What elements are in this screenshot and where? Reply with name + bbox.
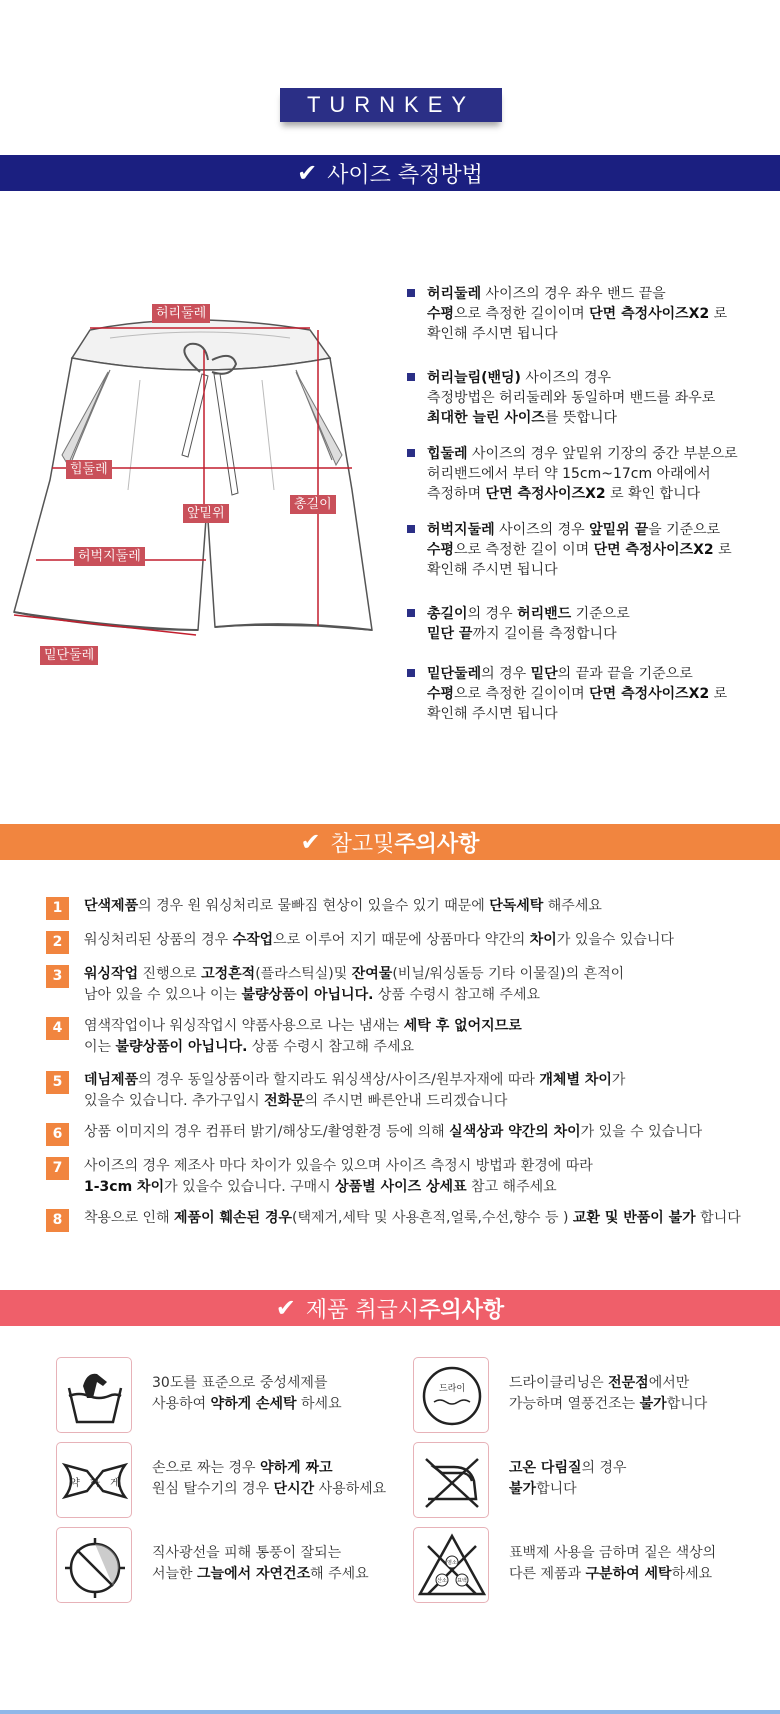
emphasis-text: 약하게 짜고 (260, 1460, 333, 1476)
emphasis-text: 힙둘레 (427, 446, 468, 462)
size-section-banner (0, 155, 780, 191)
body-text: 의 끝과 끝을 기준으로 (557, 666, 693, 682)
body-text: (택제거,세탁 및 사용흔적,얼룩,수선,향수 등 ) (292, 1210, 573, 1226)
body-text: 의 주시면 빠른안내 드리겠습니다 (304, 1093, 508, 1109)
body-text: 손으로 짜는 경우 (152, 1460, 261, 1476)
text-line (152, 1458, 402, 1479)
body-text: 원심 탈수기의 경우 (152, 1481, 274, 1497)
text-line (509, 1373, 759, 1394)
body-text: 다른 제품과 (509, 1566, 586, 1582)
body-text: 사이즈의 경우 앞밑위 기장의 중간 부분으로 (467, 446, 738, 462)
emphasis-text: 단면 측정사이즈X2 (589, 306, 710, 322)
text-line (427, 624, 630, 644)
text-line (427, 368, 715, 388)
notes-section-title-a: 참고및 (330, 831, 395, 857)
emphasis-text: 실색상과 약간의 차이 (449, 1124, 581, 1140)
body-text: 상품 수령시 참고해 주세요 (247, 1039, 414, 1055)
text-line (84, 1208, 780, 1229)
waist-label: 허리둘레 (152, 304, 210, 323)
body-text: 참고 해주세요 (466, 1179, 557, 1195)
size-item (405, 664, 727, 724)
body-text: 사이즈의 경우 (494, 522, 590, 538)
note-number-badge: 6 (46, 1123, 69, 1146)
notes-section-banner (0, 824, 780, 860)
text-line (427, 484, 738, 504)
body-text: (플라스틱실)및 (255, 966, 352, 982)
bullet-square-icon (407, 449, 415, 457)
body-text: 으로 측정한 길이이며 (454, 686, 590, 702)
emphasis-text: 불가 (509, 1481, 537, 1497)
body-text: 하세요 (671, 1566, 713, 1582)
care-item (56, 1527, 396, 1603)
body-text: 사이즈의 경우 (520, 370, 611, 386)
body-text: 의 경우 (481, 666, 531, 682)
body-text: 확인해 주시면 됩니다 (427, 706, 558, 722)
body-text: (비닐/워싱돌등 기타 이물질)의 흔적이 (392, 966, 625, 982)
care-text (509, 1458, 759, 1500)
emphasis-text: 그늘에서 자연건조 (197, 1566, 311, 1582)
size-item (405, 284, 727, 344)
rise-label: 앞밑위 (183, 504, 229, 523)
note-number-badge: 7 (46, 1157, 69, 1180)
emphasis-text: 최대한 늘린 사이즈 (427, 410, 545, 426)
text-line (427, 664, 727, 684)
text-line (84, 1037, 780, 1058)
note-text (84, 1122, 780, 1143)
body-text: 로 (709, 686, 728, 702)
text-line (427, 408, 715, 428)
body-text: 허리밴드에서 부터 약 15cm~17cm 아래에서 (427, 466, 711, 482)
note-text (84, 1156, 780, 1198)
emphasis-text: 데님제품 (84, 1072, 139, 1088)
text-line (152, 1543, 402, 1564)
body-text: 로 (709, 306, 728, 322)
body-text: 남아 있을 수 있으나 이는 (84, 987, 242, 1003)
emphasis-text: 고정흔적 (201, 966, 256, 982)
text-line (84, 1091, 780, 1112)
hem-label: 밑단둘레 (40, 646, 98, 665)
svg-text:드라이: 드라이 (438, 1384, 466, 1394)
text-line (427, 464, 738, 484)
care-item (413, 1442, 753, 1518)
text-line (152, 1394, 402, 1415)
note-text (84, 896, 780, 917)
body-text: 확인해 주시면 됩니다 (427, 562, 558, 578)
check-icon: ✔ (300, 828, 321, 856)
text-line (152, 1479, 402, 1500)
bullet-square-icon (407, 669, 415, 677)
no-bleach-icon (413, 1527, 489, 1603)
body-text: 가 있을 수 있습니다 (580, 1124, 703, 1140)
wring-gently-icon (56, 1442, 132, 1518)
body-text: 서늘한 (152, 1566, 198, 1582)
note-text (84, 1070, 780, 1112)
text-line (427, 388, 715, 408)
emphasis-text: 밑단 (530, 666, 558, 682)
care-section-title-a: 제품 취급시 (305, 1297, 420, 1323)
emphasis-text: 허벅지둘레 (427, 522, 495, 538)
body-text: 로 확인 합니다 (605, 486, 701, 502)
body-text: 측정하며 (427, 486, 486, 502)
body-text: 가 있을수 있습니다 (556, 932, 674, 948)
text-line (427, 704, 727, 724)
text-line (427, 324, 727, 344)
care-text (152, 1543, 402, 1585)
body-text: 로 (713, 542, 732, 558)
bullet-square-icon (407, 373, 415, 381)
care-text (509, 1373, 759, 1415)
body-text: 가능하며 열풍건조는 (509, 1396, 640, 1412)
size-item (405, 368, 715, 428)
emphasis-text: 제품이 훼손된 경우 (174, 1210, 292, 1226)
note-text (84, 1016, 780, 1058)
body-text: 사이즈의 경우 제조사 마다 차이가 있을수 있으며 사이즈 측정시 방법과 환경에 따라 (84, 1158, 593, 1174)
size-item (405, 520, 732, 580)
emphasis-text: 수작업 (232, 932, 274, 948)
svg-text:표백: 표백 (457, 1578, 467, 1584)
note-text (84, 1208, 780, 1229)
care-item (56, 1442, 396, 1518)
emphasis-text: 단독세탁 (489, 898, 544, 914)
body-text: 사용하여 (152, 1396, 211, 1412)
body-text: 워싱처리된 상품의 경우 (84, 932, 233, 948)
svg-text:게: 게 (110, 1478, 120, 1489)
note-number-badge: 1 (46, 897, 69, 920)
emphasis-text: 밑단 끝 (427, 626, 473, 642)
body-text: 의 경우 동일상품이라 할지라도 워싱색상/사이즈/원부자재에 따라 (138, 1072, 540, 1088)
emphasis-text: 워싱작업 (84, 966, 139, 982)
bullet-square-icon (407, 609, 415, 617)
note-text (84, 964, 780, 1006)
text-line (427, 684, 727, 704)
emphasis-text: 수평 (427, 686, 455, 702)
body-text: 착용으로 인해 (84, 1210, 175, 1226)
emphasis-text: 허리밴드 (517, 606, 572, 622)
body-text: 사용하세요 (314, 1481, 387, 1497)
text-line (427, 444, 738, 464)
emphasis-text: 세탁 후 없어지므로 (403, 1018, 522, 1034)
bottom-divider (0, 1710, 780, 1714)
body-text: 있을수 있습니다. 추가구입시 (84, 1093, 265, 1109)
text-line (84, 1122, 780, 1143)
body-text: 30도를 표준으로 중성세제를 (152, 1375, 328, 1391)
emphasis-text: 단색제품 (84, 898, 139, 914)
text-line (152, 1564, 402, 1585)
text-line (427, 604, 630, 624)
text-line (84, 964, 780, 985)
text-line (427, 520, 732, 540)
emphasis-text: 구분하여 세탁 (585, 1566, 672, 1582)
body-text: 에서만 (648, 1375, 690, 1391)
care-item (413, 1357, 753, 1433)
note-number-badge: 4 (46, 1017, 69, 1040)
text-line (152, 1373, 402, 1394)
body-text: 상품 이미지의 경우 컴퓨터 밝기/해상도/촬영환경 등에 의해 (84, 1124, 450, 1140)
body-text: 직사광선을 피해 통풍이 잘되는 (152, 1545, 342, 1561)
text-line (509, 1543, 759, 1564)
note-text (84, 930, 780, 951)
emphasis-text: 단면 측정사이즈X2 (593, 542, 714, 558)
body-text: 의 경우 원 워싱처리로 물빠짐 현상이 있을수 있기 때문에 (138, 898, 490, 914)
body-text: 합니다 (666, 1396, 708, 1412)
body-text: 표백제 사용을 금하며 짙은 색상의 (509, 1545, 717, 1561)
emphasis-text: 총길이 (427, 606, 468, 622)
emphasis-text: 약하게 손세탁 (210, 1396, 297, 1412)
svg-text:하: 하 (90, 1478, 100, 1489)
size-item (405, 604, 630, 644)
check-icon: ✔ (297, 159, 318, 187)
emphasis-text: 단면 측정사이즈X2 (589, 686, 710, 702)
text-line (427, 560, 732, 580)
text-line (427, 540, 732, 560)
text-line (84, 896, 780, 917)
shade-dry-icon (56, 1527, 132, 1603)
text-line (427, 304, 727, 324)
size-section-title: 사이즈 측정방법 (327, 162, 483, 188)
emphasis-text: 수평 (427, 306, 455, 322)
size-item (405, 444, 738, 504)
care-text (509, 1543, 759, 1585)
hip-label: 힙둘레 (66, 460, 112, 479)
emphasis-text: 불량상품이 아닙니다. (241, 987, 374, 1003)
text-line (509, 1394, 759, 1415)
no-iron-icon (413, 1442, 489, 1518)
emphasis-text: 불가 (639, 1396, 667, 1412)
body-text: 으로 측정한 길이이며 (454, 306, 590, 322)
emphasis-text: 허리둘레 (427, 286, 482, 302)
emphasis-text: 전화문 (264, 1093, 305, 1109)
text-line (427, 284, 727, 304)
body-text: 으로 이루어 지기 때문에 상품마다 약간의 (273, 932, 530, 948)
text-line (84, 1016, 780, 1037)
note-number-badge: 5 (46, 1071, 69, 1094)
emphasis-text: 앞밑위 끝 (589, 522, 649, 538)
bullet-square-icon (407, 525, 415, 533)
text-line (84, 1070, 780, 1091)
body-text: 의 경우 (581, 1460, 627, 1476)
emphasis-text: 상품별 사이즈 상세표 (335, 1179, 467, 1195)
body-text: 확인해 주시면 됩니다 (427, 326, 558, 342)
text-line (84, 930, 780, 951)
emphasis-text: 차이 (529, 932, 557, 948)
emphasis-text: 교환 및 반품이 불가 (572, 1210, 696, 1226)
care-section-title-b: 주의사항 (419, 1297, 505, 1323)
emphasis-text: 전문점 (608, 1375, 649, 1391)
body-text: 측정방법은 허리둘레와 동일하며 밴드를 좌우로 (427, 390, 716, 406)
care-text (152, 1373, 402, 1415)
text-line (84, 1177, 780, 1198)
body-text: 를 뜻합니다 (544, 410, 618, 426)
text-line (509, 1564, 759, 1585)
body-text: 하세요 (296, 1396, 342, 1412)
body-text: 가 (611, 1072, 626, 1088)
notes-section-title-b: 주의사항 (394, 831, 480, 857)
note-number-badge: 3 (46, 965, 69, 988)
body-text: 가 있을수 있습니다. 구매시 (164, 1179, 336, 1195)
text-line (509, 1479, 759, 1500)
hand-wash-icon (56, 1357, 132, 1433)
emphasis-text: 허리늘림(밴딩) (427, 370, 521, 386)
svg-text:염소: 염소 (447, 1560, 457, 1566)
dry-clean-icon (413, 1357, 489, 1433)
emphasis-text: 개체별 차이 (539, 1072, 612, 1088)
care-section-banner (0, 1290, 780, 1326)
care-item (413, 1527, 753, 1603)
emphasis-text: 고온 다림질 (509, 1460, 582, 1476)
emphasis-text: 불량상품이 아닙니다. (115, 1039, 248, 1055)
text-line (84, 985, 780, 1006)
care-item (56, 1357, 396, 1433)
body-text: 사이즈의 경우 좌우 밴드 끝을 (481, 286, 666, 302)
body-text: 해주세요 (543, 898, 602, 914)
body-text: 을 기준으로 (648, 522, 721, 538)
emphasis-text: 단시간 (273, 1481, 315, 1497)
emphasis-text: 단면 측정사이즈X2 (485, 486, 606, 502)
emphasis-text: 수평 (427, 542, 455, 558)
emphasis-text: 1-3cm 차이 (84, 1179, 165, 1195)
body-text: 상품 수령시 참고해 주세요 (373, 987, 540, 1003)
emphasis-text: 잔여물 (351, 966, 393, 982)
text-line (84, 1156, 780, 1177)
svg-text:약: 약 (70, 1478, 80, 1489)
body-text: 합니다 (536, 1481, 577, 1497)
text-line (509, 1458, 759, 1479)
emphasis-text: 밑단둘레 (427, 666, 482, 682)
check-icon: ✔ (275, 1294, 296, 1322)
body-text: 기준으로 (571, 606, 630, 622)
body-text: 합니다 (695, 1210, 741, 1226)
brand-logo: TURNKEY (280, 88, 502, 122)
note-number-badge: 2 (46, 931, 69, 954)
care-text (152, 1458, 402, 1500)
svg-text:산소: 산소 (437, 1578, 447, 1584)
note-number-badge: 8 (46, 1209, 69, 1232)
body-text: 진행으로 (138, 966, 202, 982)
shorts-diagram (0, 290, 390, 710)
body-text: 해 주세요 (310, 1566, 369, 1582)
body-text: 으로 측정한 길이 이며 (454, 542, 594, 558)
body-text: 드라이클리닝은 (509, 1375, 609, 1391)
bullet-square-icon (407, 289, 415, 297)
body-text: 까지 길이를 측정합니다 (472, 626, 617, 642)
length-label: 총길이 (290, 495, 336, 514)
body-text: 이는 (84, 1039, 116, 1055)
body-text: 염색작업이나 워싱작업시 약품사용으로 나는 냄새는 (84, 1018, 404, 1034)
thigh-label: 허벅지둘레 (74, 547, 145, 566)
body-text: 의 경우 (467, 606, 518, 622)
